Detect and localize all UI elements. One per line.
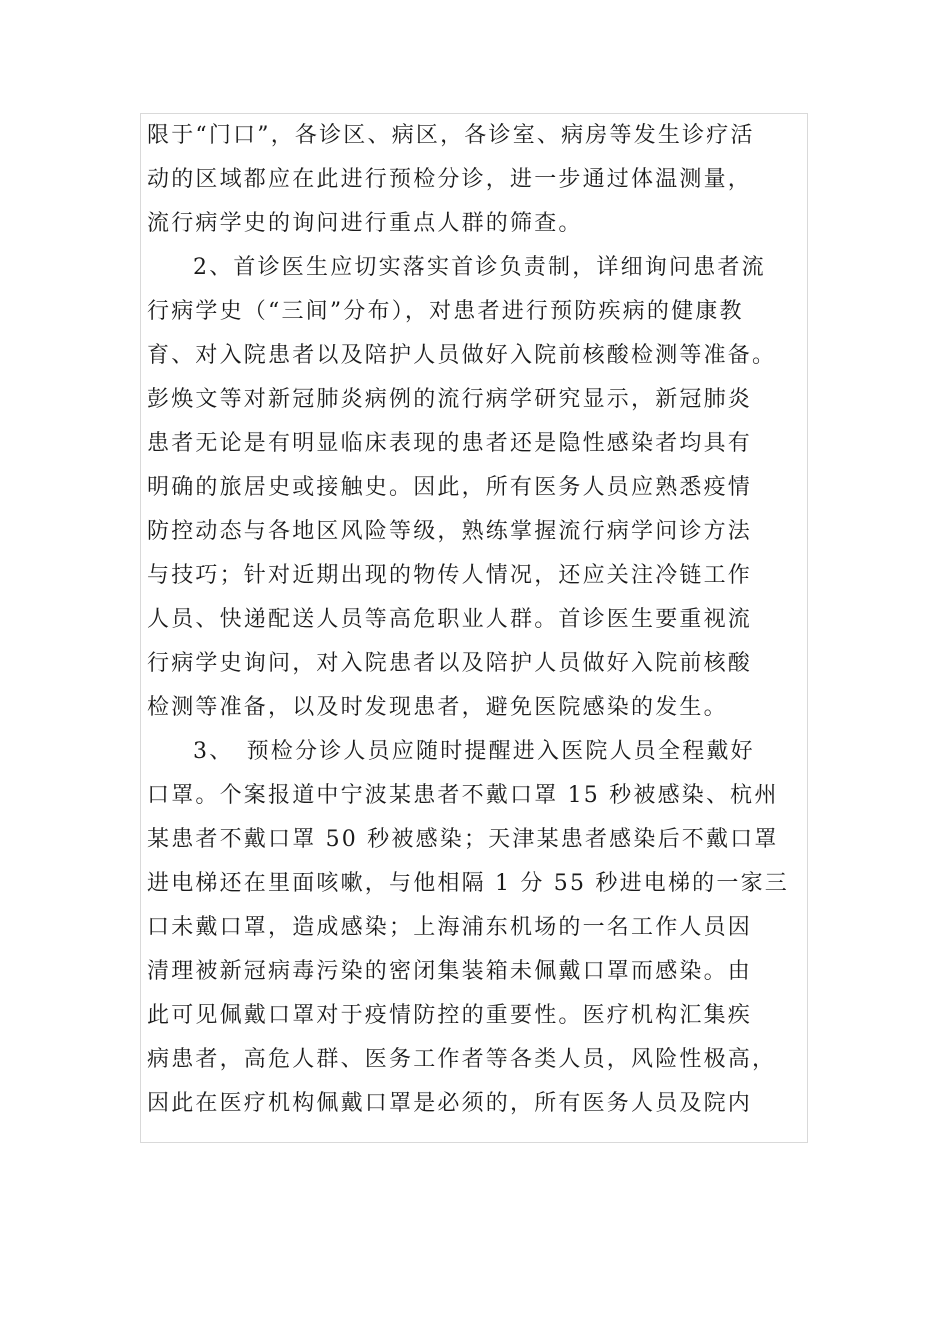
text-line: 行病学史（“三间”分布），对患者进行预防疾病的健康教 bbox=[147, 299, 744, 324]
text-line: 因此在医疗机构佩戴口罩是必须的，所有医务人员及院内 bbox=[147, 1091, 753, 1116]
text-line: 流行病学史的询问进行重点人群的筛查。 bbox=[147, 211, 583, 236]
paragraph-3-first-line: 3、 预检分诊人员应随时提醒进入医院人员全程戴好 bbox=[193, 739, 755, 764]
text-line: 行病学史询问，对入院患者以及陪护人员做好入院前核酸 bbox=[147, 651, 753, 676]
text-line: 明确的旅居史或接触史。因此，所有医务人员应熟悉疫情 bbox=[147, 475, 753, 500]
text-line: 限于“门口”，各诊区、病区，各诊室、病房等发生诊疗活 bbox=[147, 123, 755, 148]
text-line: 某患者不戴口罩 50 秒被感染；天津某患者感染后不戴口罩 bbox=[147, 827, 779, 852]
text-line: 动的区域都应在此进行预检分诊，进一步通过体温测量， bbox=[147, 167, 753, 192]
text-line: 此可见佩戴口罩对于疫情防控的重要性。医疗机构汇集疾 bbox=[147, 1003, 753, 1028]
text-line: 患者无论是有明显临床表现的患者还是隐性感染者均具有 bbox=[147, 431, 753, 456]
text-line: 检测等准备，以及时发现患者，避免医院感染的发生。 bbox=[147, 695, 728, 720]
text-line: 口罩。个案报道中宁波某患者不戴口罩 15 秒被感染、杭州 bbox=[147, 783, 779, 808]
text-line: 进电梯还在里面咳嗽，与他相隔 1 分 55 秒进电梯的一家三 bbox=[147, 871, 789, 896]
paragraph-2-first-line: 2、首诊医生应切实落实首诊负责制，详细询问患者流 bbox=[193, 255, 766, 280]
text-line: 病患者，高危人群、医务工作者等各类人员，风险性极高， bbox=[147, 1047, 777, 1072]
text-line: 与技巧；针对近期出现的物传人情况，还应关注冷链工作 bbox=[147, 563, 753, 588]
text-line: 育、对入院患者以及陪护人员做好入院前核酸检测等准备。 bbox=[147, 343, 777, 368]
text-line: 彭焕文等对新冠肺炎病例的流行病学研究显示，新冠肺炎 bbox=[147, 387, 753, 412]
text-line: 防控动态与各地区风险等级，熟练掌握流行病学问诊方法 bbox=[147, 519, 753, 544]
text-line: 人员、快递配送人员等高危职业人群。首诊医生要重视流 bbox=[147, 607, 753, 632]
text-line: 口未戴口罩，造成感染；上海浦东机场的一名工作人员因 bbox=[147, 915, 753, 940]
text-line: 清理被新冠病毒污染的密闭集装箱未佩戴口罩而感染。由 bbox=[147, 959, 753, 984]
